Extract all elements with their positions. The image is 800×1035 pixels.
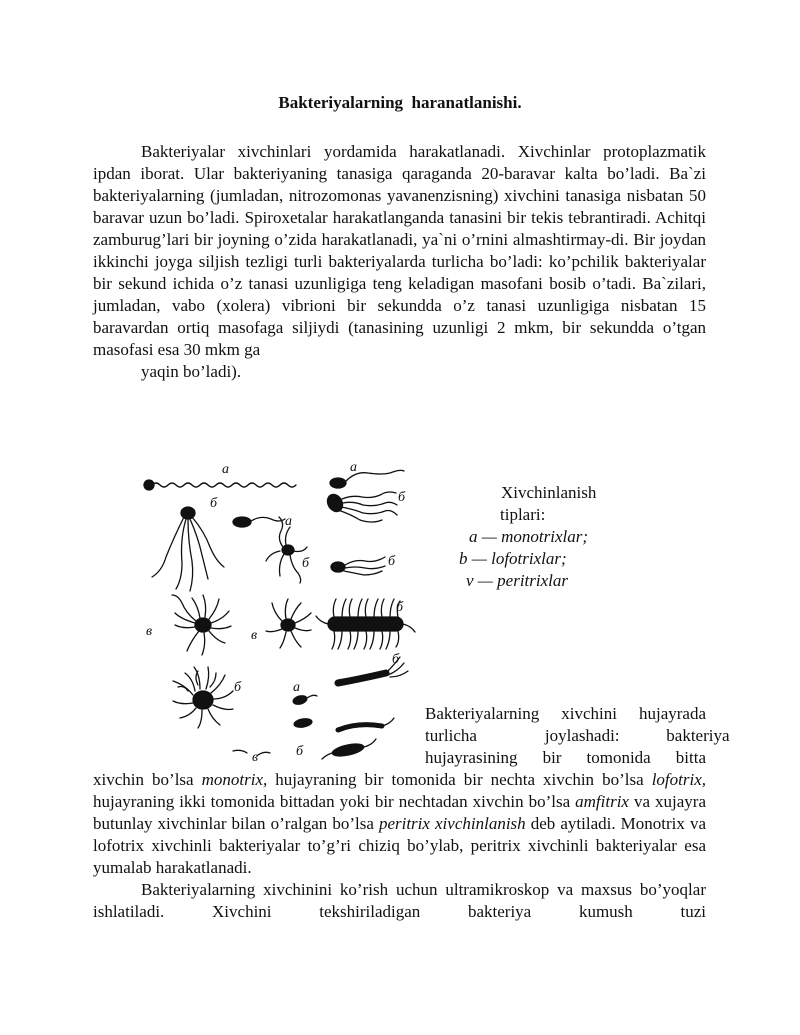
paragraph-2-line: turlicha joylashadi: bakteriya [425,726,730,745]
paragraph-2-line: hujayrasining bir tomonida bitta [425,748,706,767]
paragraph-2-text: va xujayra butunlay xivchinlar bilan o’ralgan bo’lsa [93,792,706,833]
flagellation-types-illustration [138,455,428,770]
figure-label: в [146,624,153,639]
term-amfitrix: amfitrix [575,792,629,811]
figure-label: a [222,462,229,477]
caption-line: b — lofotrixlar; [459,549,567,568]
figure-label: б [296,744,304,759]
figure-label: б [392,652,400,667]
paragraph-1 [93,141,706,383]
paragraph-2-line: Bakteriyalarning xivchini hujayrada [425,704,706,723]
caption-line: a — monotrixlar; [469,527,588,546]
figure-label: a [285,514,292,529]
figure-label: б [234,680,242,695]
term-peritrix: peritrix xivchinlanish [378,814,526,833]
term-monotrix: monotrix, [201,770,268,789]
figure-label: a [350,460,357,475]
figure-label: б [210,496,218,511]
caption-line: tiplari: [500,505,546,524]
figure-label: б [398,490,406,505]
figure-label: в [251,628,258,643]
caption-line: Xivchinlanish [501,483,597,502]
paragraph-2-text: hujayraning bir tomonida bir nechta xivchin bo’lsa [267,770,652,789]
paragraph-1-text: Bakteriyalar xivchinlari yordamida harakatlanadi. Xivchinlar protoplazmatik ipdan iborat. Ular bakteriyaning tanasiga qaraganda 20-baravar kalta bo’ladi. Ba`zi bakteriyalarning (jumladan, nitrozomonas yavanenzisning) xivchini tanasiga nisbatan 50 baravar uzun bo’ladi. Spiroxetalar harakatlanganda tanasini bir tekis tebrantiradi. Achitqi zamburug’lari bir joyning o’zida harakatlanadi, ya`ni o’rnini almashtirmay-di. Bir joydan ikkinchi joyga siljish tezligi turli bakteriyalarda turlicha bo’ladi: ko’pchilik bakteriyalar bir sekund ichida o’z tanasi uzunligiga teng keladigan masofani bosib o’tadi. Ba`zilari, jumladan, vabo (xolera) vibrioni bir sekundda o’z tanasi uzunligiga nisbatan 15 baravardan ortiq masofaga siljiydi (tanasining uzunligi 2 mkm, bir sekundda o’tgan masofasi esa 30 mkm ga [93,142,706,359]
paragraph-2 [93,769,706,879]
figure-label: б [388,554,396,569]
paragraph-2-text: deb aytiladi. Monotrix va lofotrix xivchinli bakteriyalar to’g’ri chiziq bo’ylab, peritrix xivchinli bakteriyalar esa yumalab harakatlanadi. [93,814,707,877]
paragraph-2-text: hujayraning ikki tomonida bittadan yoki bir nechtadan xivchin bo’lsa [93,792,576,811]
paragraph-3: Bakteriyalarning xivchinini ko’rish uchun ultramikroskop va maxsus bo’yoqlar ishlatiladi. Xivchini tekshiriladigan bakteriya kumush tuzi [93,880,706,921]
caption-line: v — peritrixlar [466,571,568,590]
paragraph-2-side-text [425,703,730,769]
paragraph-1-last-line: yaqin bo’ladi). [141,362,242,381]
figure-label: б [302,556,310,571]
page-title: Bakteriyalarning haranatlanishi. [278,93,522,112]
figure-label: в [252,750,259,765]
figure-label: б [396,600,404,615]
figure-label: а [293,680,300,695]
monotrix-spiral [152,483,296,487]
figure-caption [430,482,660,592]
term-lofotrix: lofotrix, [651,770,706,789]
paragraph-2-text: xivchin bo’lsa [93,770,202,789]
